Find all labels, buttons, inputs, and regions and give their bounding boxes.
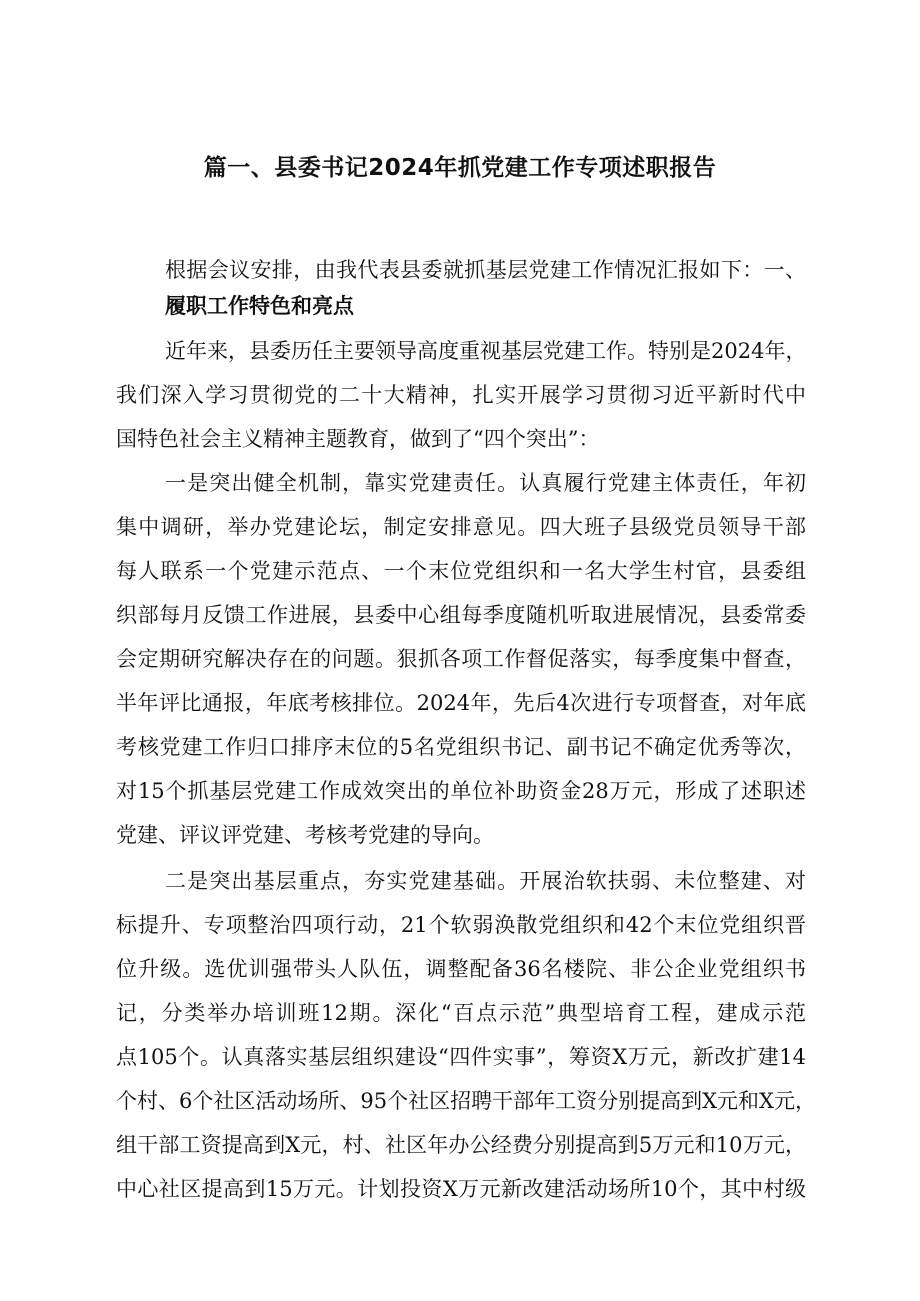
- paragraph-line: 二是突出基层重点，夯实党建基础。开展治软扶弱、未位整建、对: [165, 869, 806, 893]
- paragraph-line: 位升级。选优训强带头人队伍，调整配备36名楼院、非公企业党组织书: [116, 957, 806, 981]
- paragraph-line: 记，分类举办培训班12期。深化“百点示范”典型培育工程，建成示范: [116, 1001, 806, 1025]
- paragraph-line: 会定期研究解决存在的问题。狠抓各项工作督促落实，每季度集中督查，: [116, 647, 806, 671]
- paragraph-line: 根据会议安排，由我代表县委就抓基层党建工作情况汇报如下：一、: [165, 258, 806, 282]
- paragraph-line: 集中调研，举办党建论坛，制定安排意见。四大班子县级党员领导干部: [116, 515, 806, 539]
- paragraph-line: 中心社区提高到15万元。计划投资X万元新改建活动场所10个，其中村级: [116, 1177, 806, 1201]
- paragraph-line: 近年来，县委历任主要领导高度重视基层党建工作。特别是2024年，: [165, 339, 807, 363]
- paragraph-line: 国特色社会主义精神主题教育，做到了“四个突出”：: [116, 427, 600, 451]
- paragraph-line: 一是突出健全机制，靠实党建责任。认真履行党建主体责任，年初: [165, 471, 806, 495]
- document-title: 篇一、县委书记2024年抓党建工作专项述职报告: [203, 155, 717, 181]
- paragraph-line: 半年评比通报，年底考核排位。2024年，先后4次进行专项督查，对年底: [116, 691, 806, 715]
- paragraph-line: 每人联系一个党建示范点、一个末位党组织和一名大学生村官，县委组: [116, 559, 806, 583]
- paragraph-line: 党建、评议评党建、考核考党建的导向。: [116, 823, 494, 847]
- paragraph-line: 对15个抓基层党建工作成效突出的单位补助资金28万元，形成了述职述: [116, 779, 806, 803]
- paragraph-line: 点105个。认真落实基层组织建设“四件实事”，筹资X万元，新改扩建14: [116, 1045, 806, 1069]
- paragraph-line: 标提升、专项整治四项行动，21个软弱涣散党组织和42个末位党组织晋: [116, 913, 806, 937]
- paragraph-line: 个村、6个社区活动场所、95个社区招聘干部年工资分别提高到X元和X元，: [116, 1089, 816, 1113]
- paragraph-line: 考核党建工作归口排序末位的5名党组织书记、副书记不确定优秀等次，: [116, 735, 806, 759]
- paragraph-line: 组干部工资提高到X元，村、社区年办公经费分别提高到5万元和10万元，: [116, 1133, 806, 1157]
- paragraph-line: 我们深入学习贯彻党的二十大精神，扎实开展学习贯彻习近平新时代中: [116, 383, 806, 407]
- paragraph-line: 织部每月反馈工作进展，县委中心组每季度随机听取进展情况，县委常委: [116, 603, 806, 627]
- section-heading: 履职工作特色和亮点: [165, 294, 354, 318]
